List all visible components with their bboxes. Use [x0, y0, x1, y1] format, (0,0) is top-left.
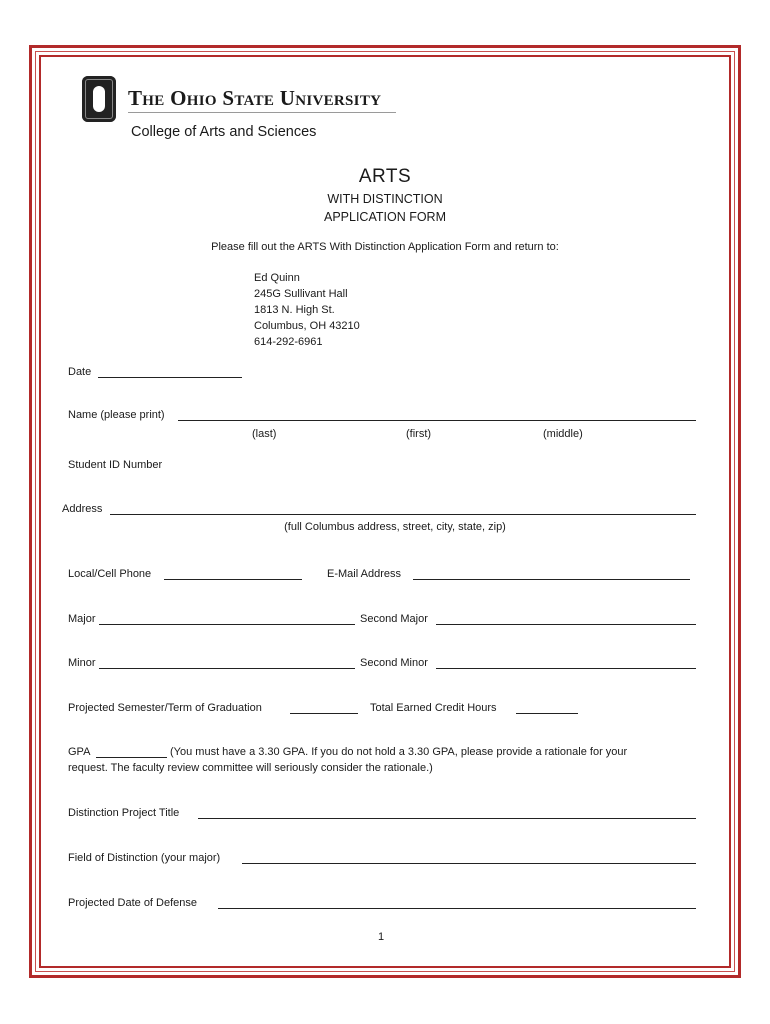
gpa-label: GPA — [68, 746, 91, 758]
form-subtitle-1: WITH DISTINCTION — [327, 192, 443, 206]
email-label: E-Mail Address — [327, 568, 401, 580]
logo-divider — [128, 112, 396, 113]
date-label: Date — [68, 366, 92, 378]
major-label: Major — [68, 613, 96, 625]
phone-label: Local/Cell Phone — [68, 568, 152, 580]
block-o-icon — [82, 76, 116, 122]
name-field[interactable] — [178, 420, 696, 421]
address-line: 1813 N. High St. — [254, 304, 335, 316]
credit-hours-field[interactable] — [516, 713, 578, 714]
address-line: Columbus, OH 43210 — [254, 320, 360, 332]
defense-date-field[interactable] — [218, 908, 696, 909]
minor-field[interactable] — [99, 668, 355, 669]
student-id-label: Student ID Number — [68, 459, 163, 471]
university-name: The Ohio State University — [128, 86, 382, 110]
credit-hours-label: Total Earned Credit Hours — [370, 702, 497, 714]
college-name: College of Arts and Sciences — [131, 124, 317, 140]
address-line: Ed Quinn — [254, 272, 300, 284]
address-label: Address — [62, 503, 103, 515]
address-field[interactable] — [110, 514, 696, 515]
university-logo — [82, 76, 402, 146]
address-line: 614-292-6961 — [254, 336, 323, 348]
second-major-field[interactable] — [436, 624, 696, 625]
gpa-note: (You must have a 3.30 GPA. If you do not hold a 3.30 GPA, please provide a rationale for your — [170, 746, 628, 758]
form-title: ARTS — [358, 166, 412, 187]
instructions: Please fill out the ARTS With Distinction Application Form and return to: — [211, 241, 559, 253]
address-line: 245G Sullivant Hall — [254, 288, 348, 300]
form-subtitle-2: APPLICATION FORM — [323, 210, 446, 224]
graduation-field[interactable] — [290, 713, 358, 714]
second-minor-label: Second Minor — [360, 657, 428, 669]
field-of-distinction-field[interactable] — [242, 863, 696, 864]
phone-field[interactable] — [164, 579, 302, 580]
date-field[interactable] — [98, 377, 242, 378]
defense-date-label: Projected Date of Defense — [68, 897, 198, 909]
field-of-distinction-label: Field of Distinction (your major) — [68, 852, 221, 864]
major-field[interactable] — [99, 624, 355, 625]
email-field[interactable] — [413, 579, 690, 580]
graduation-label: Projected Semester/Term of Graduation — [68, 702, 262, 714]
minor-label: Minor — [68, 657, 96, 669]
address-hint: (full Columbus address, street, city, state, zip) — [284, 521, 506, 533]
project-title-label: Distinction Project Title — [68, 807, 180, 819]
name-middle-hint: (middle) — [543, 428, 583, 440]
second-minor-field[interactable] — [436, 668, 696, 669]
second-major-label: Second Major — [360, 613, 428, 625]
page-number: 1 — [377, 931, 385, 943]
name-label: Name (please print) — [68, 409, 165, 421]
name-last-hint: (last) — [252, 428, 277, 440]
gpa-note-continued: request. The faculty review committee will seriously consider the rationale.) — [68, 762, 433, 774]
name-first-hint: (first) — [406, 428, 432, 440]
project-title-field[interactable] — [198, 818, 696, 819]
gpa-field[interactable] — [96, 757, 167, 758]
